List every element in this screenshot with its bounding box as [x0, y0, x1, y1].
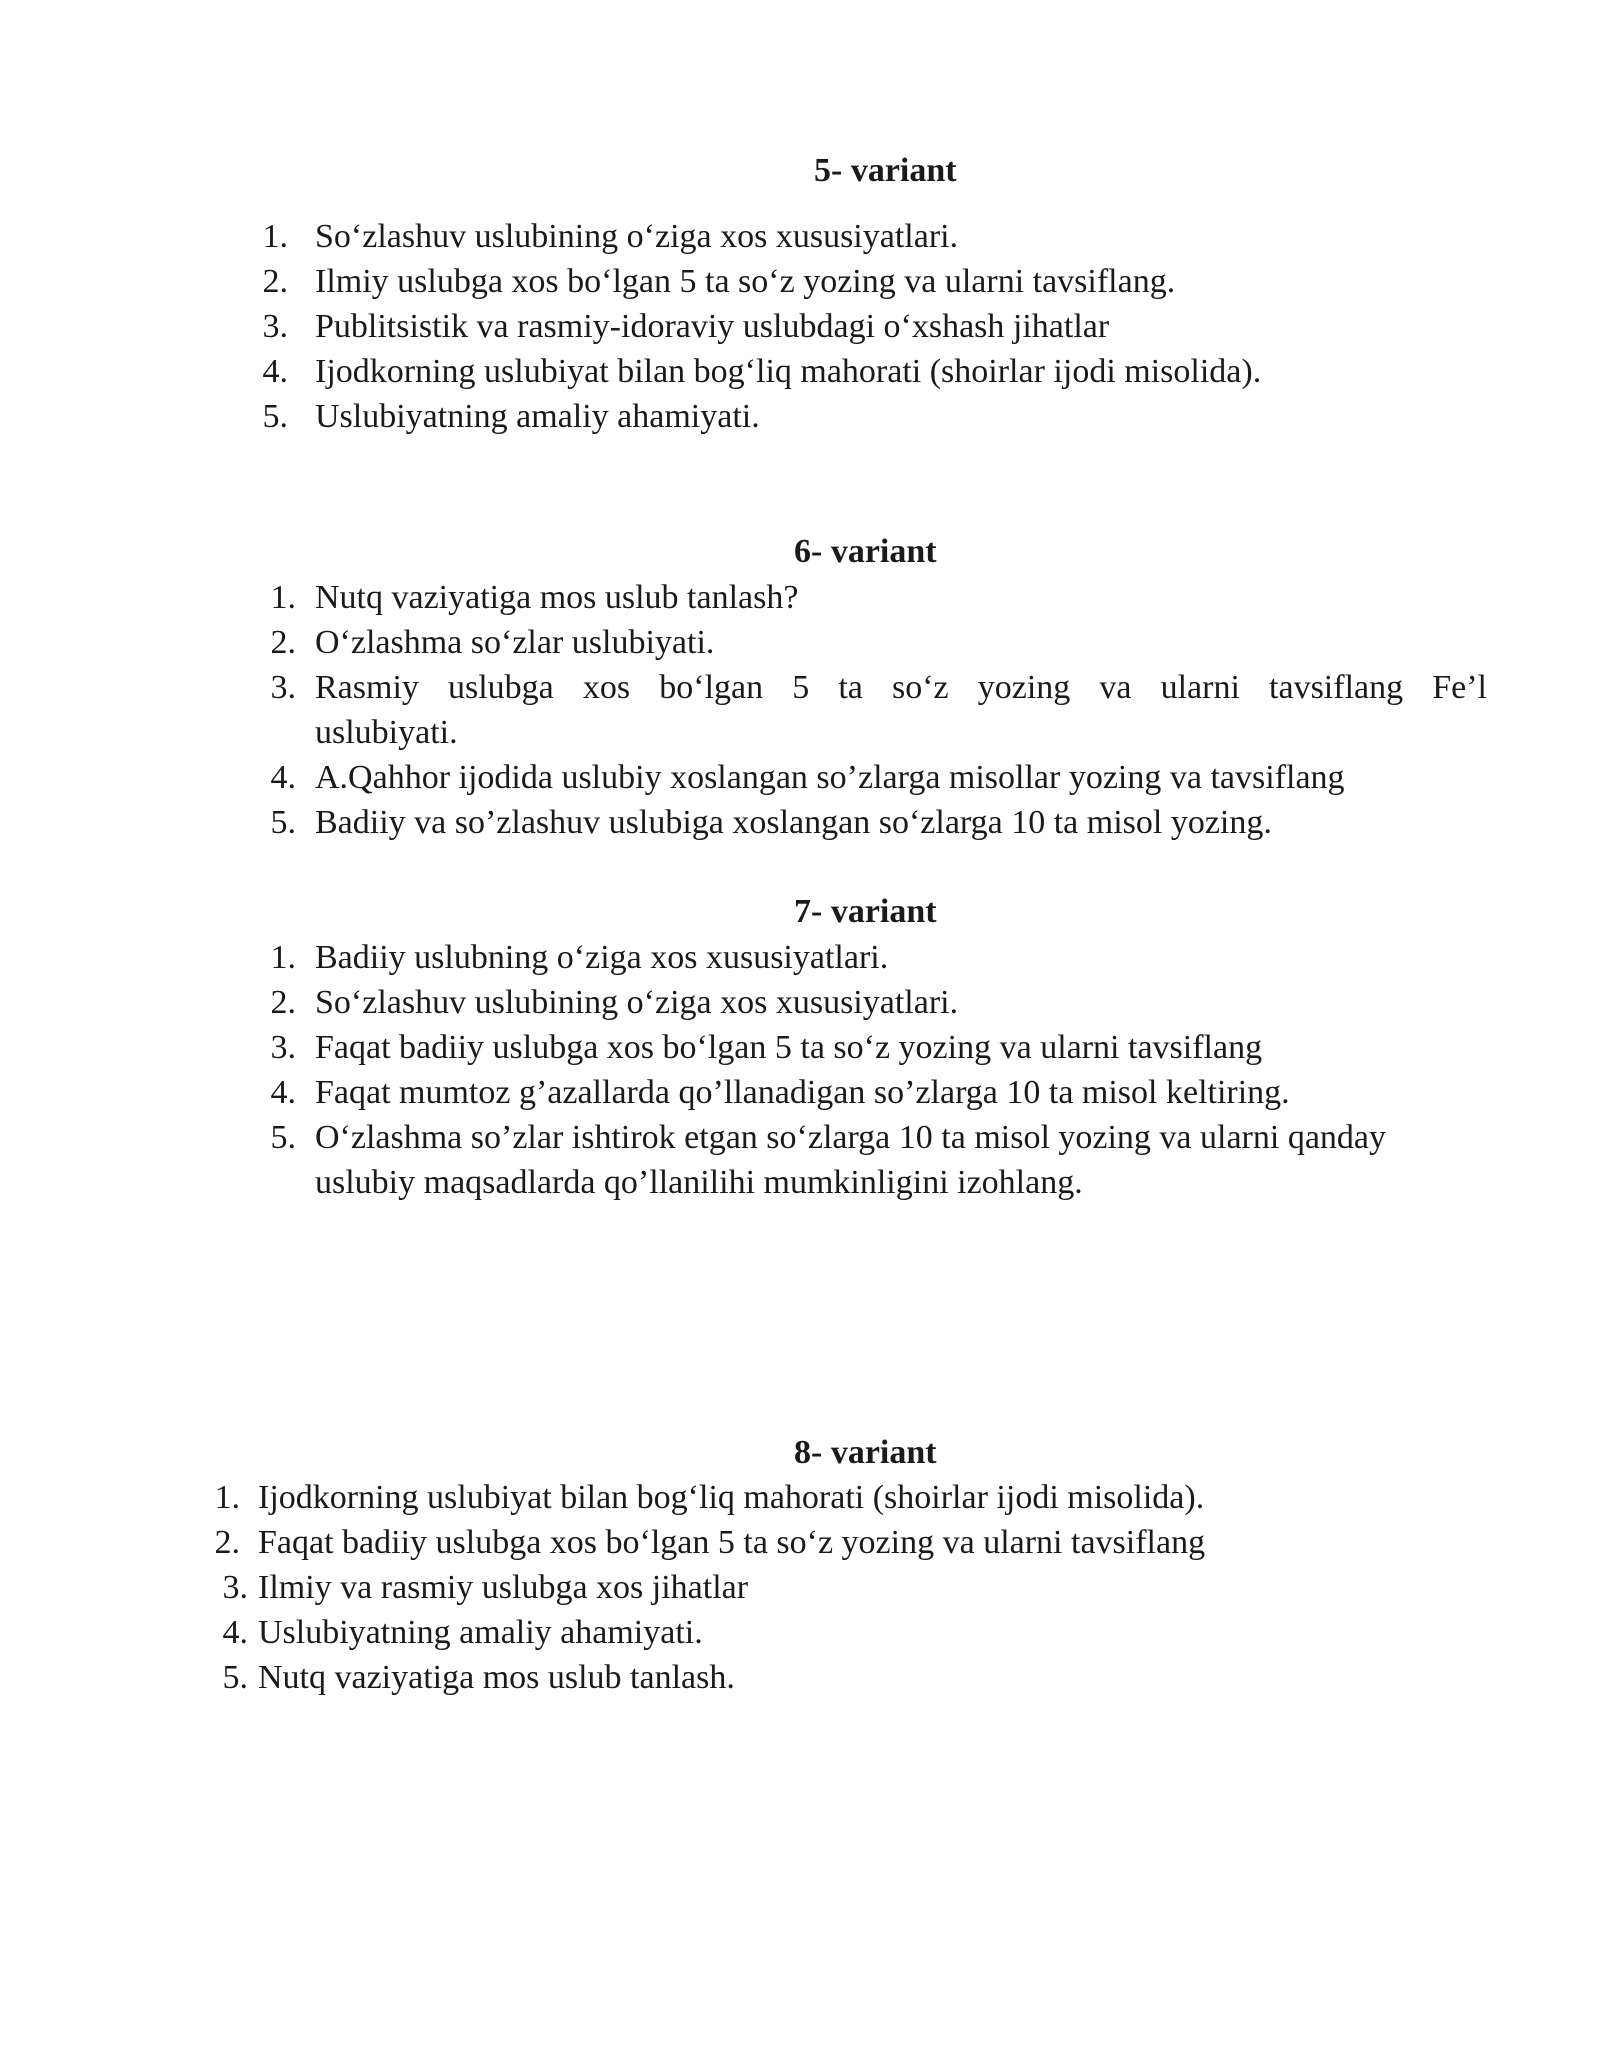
list-item-text: Rasmiy uslubga xos bo‘lgan 5 ta so‘z yozing va ularni tavsiflang Fe’l: [315, 669, 1487, 706]
list-item-number: 5.: [270, 1119, 296, 1156]
variant-7-title: 7- variant: [794, 893, 937, 930]
list-item-number: 1.: [214, 1479, 240, 1516]
list-item-number: 5.: [222, 1659, 248, 1696]
list-item-number: 3.: [270, 1029, 296, 1066]
list-item-number: 2.: [214, 1524, 240, 1561]
list-item-text: Nutq vaziyatiga mos uslub tanlash?: [315, 579, 799, 616]
variant-8-title: 8- variant: [794, 1434, 937, 1471]
list-item-number: 3.: [262, 308, 288, 345]
list-item-text: O‘zlashma so‘zlar uslubiyati.: [315, 624, 715, 661]
list-item-number: 4.: [270, 1074, 296, 1111]
list-item-text: So‘zlashuv uslubining o‘ziga xos xususiyatlari.: [315, 218, 959, 255]
list-item-text: O‘zlashma so’zlar ishtirok etgan so‘zlarga 10 ta misol yozing va ularni qanday: [315, 1119, 1386, 1156]
list-item-text: uslubiyati.: [315, 714, 458, 751]
list-item-number: 4.: [222, 1614, 248, 1651]
list-item-number: 4.: [270, 759, 296, 796]
list-item-number: 5.: [270, 804, 296, 841]
variant-5-title: 5- variant: [814, 152, 957, 189]
list-item-text: Uslubiyatning amaliy ahamiyati.: [258, 1614, 703, 1651]
list-item-number: 4.: [262, 353, 288, 390]
list-item-text: Ijodkorning uslubiyat bilan bog‘liq mahorati (shoirlar ijodi misolida).: [315, 353, 1262, 390]
list-item-number: 5.: [262, 398, 288, 435]
list-item-text: A.Qahhor ijodida uslubiy xoslangan so’zlarga misollar yozing va tavsiflang: [315, 759, 1345, 796]
list-item-number: 2.: [262, 263, 288, 300]
list-item-text: Nutq vaziyatiga mos uslub tanlash.: [258, 1659, 735, 1696]
list-item-text: Faqat mumtoz g’azallarda qo’llanadigan so’zlarga 10 ta misol keltiring.: [315, 1074, 1290, 1111]
list-item-text: Ijodkorning uslubiyat bilan bog‘liq mahorati (shoirlar ijodi misolida).: [258, 1479, 1205, 1516]
list-item-number: 1.: [262, 218, 288, 255]
list-item-text: Ilmiy va rasmiy uslubga xos jihatlar: [258, 1569, 749, 1606]
list-item-text: Faqat badiiy uslubga xos bo‘lgan 5 ta so‘z yozing va ularni tavsiflang: [315, 1029, 1263, 1066]
list-item-text: Uslubiyatning amaliy ahamiyati.: [315, 398, 760, 435]
list-item-number: 2.: [270, 624, 296, 661]
list-item-text: Publitsistik va rasmiy-idoraviy uslubdagi o‘xshash jihatlar: [315, 308, 1110, 345]
list-item-text: Badiiy va so’zlashuv uslubiga xoslangan so‘zlarga 10 ta misol yozing.: [315, 804, 1272, 841]
list-item-number: 3.: [270, 669, 296, 706]
variant-6-title: 6- variant: [794, 533, 937, 570]
list-item-text: Ilmiy uslubga xos bo‘lgan 5 ta so‘z yozing va ularni tavsiflang.: [315, 263, 1176, 300]
list-item-number: 3.: [222, 1569, 248, 1606]
list-item-number: 1.: [270, 579, 296, 616]
list-item-number: 2.: [270, 984, 296, 1021]
list-item-number: 1.: [270, 939, 296, 976]
list-item-text: uslubiy maqsadlarda qo’llanilihi mumkinligini izohlang.: [315, 1164, 1083, 1201]
list-item-text: Faqat badiiy uslubga xos bo‘lgan 5 ta so‘z yozing va ularni tavsiflang: [258, 1524, 1206, 1561]
list-item-text: So‘zlashuv uslubining o‘ziga xos xususiyatlari.: [315, 984, 959, 1021]
list-item-text: Badiiy uslubning o‘ziga xos xususiyatlari.: [315, 939, 889, 976]
